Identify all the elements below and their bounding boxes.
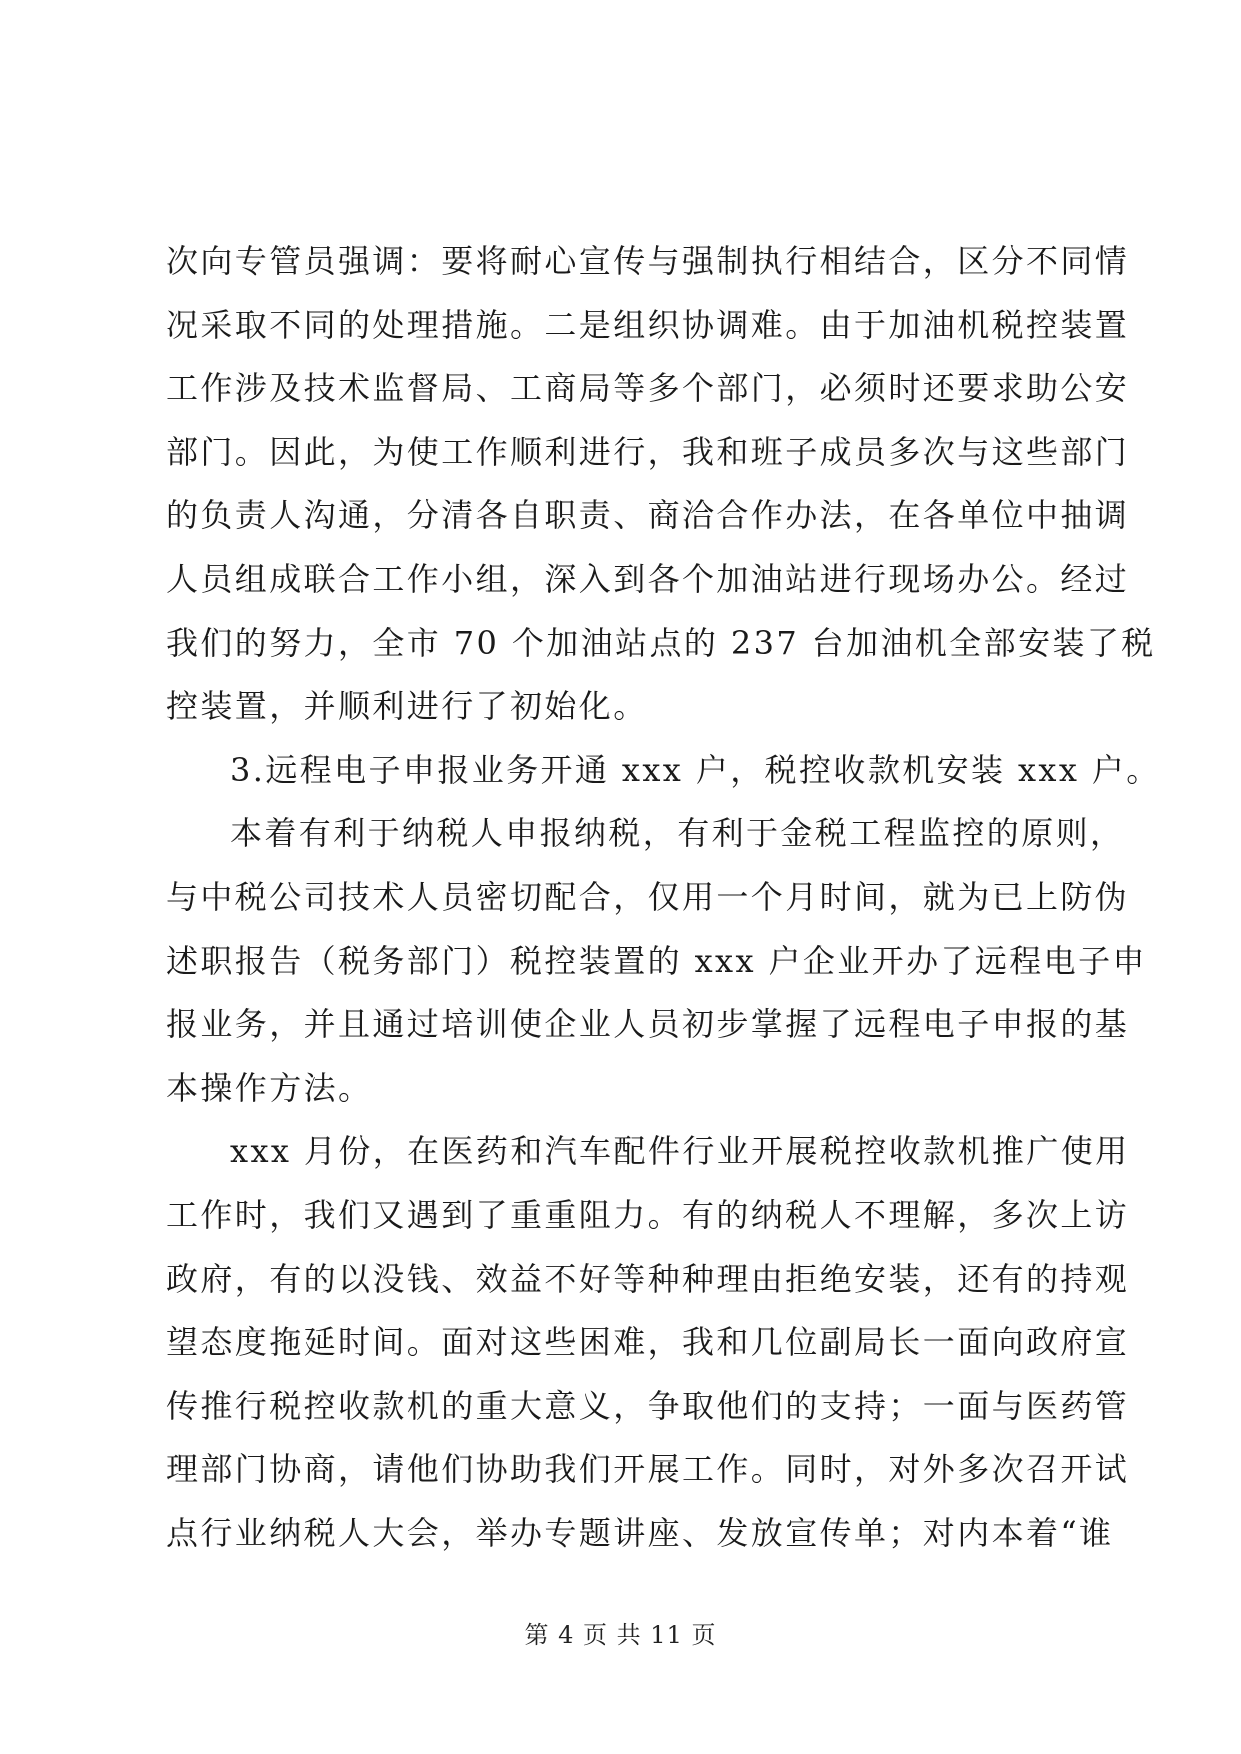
text-line: 况采取不同的处理措施。二是组织协调难。由于加油机税控装置: [166, 305, 1130, 344]
body-text: [166, 230, 1161, 1565]
text-line: 报业务，并且通过培训使企业人员初步掌握了远程电子申报的基: [166, 1005, 1130, 1044]
text-line: 次向专管员强调：要将耐心宣传与强制执行相结合，区分不同情: [166, 242, 1130, 280]
text-line: 3.远程电子申报业务开通 xxx 户，税控收款机安装 xxx 户。: [230, 750, 1161, 789]
text-line: xxx 月份，在医药和汽车配件行业开展税控收款机推广使用: [230, 1132, 1130, 1171]
text-line: 点行业纳税人大会，举办专题讲座、发放宣传单；对内本着“谁: [166, 1513, 1114, 1552]
text-line: 望态度拖延时间。面对这些困难，我和几位副局长一面向政府宣: [166, 1323, 1130, 1362]
text-line: 政府，有的以没钱、效益不好等种种理由拒绝安装，还有的持观: [166, 1259, 1130, 1298]
text-line: 本着有利于纳税人申报纳税，有利于金税工程监控的原则，: [230, 814, 1125, 853]
page-footer: 第 4 页 共 11 页: [524, 1621, 717, 1649]
text-line: 述职报告（税务部门）税控装置的 xxx 户企业开办了远程电子申: [166, 941, 1147, 980]
text-line: 控装置，并顺利进行了初始化。: [166, 687, 648, 726]
text-line: 理部门协商，请他们协助我们开展工作。同时，对外多次召开试: [166, 1450, 1130, 1489]
text-line: 与中税公司技术人员密切配合，仅用一个月时间，就为已上防伪: [166, 877, 1130, 916]
text-line: 本操作方法。: [166, 1068, 373, 1107]
text-line: 工作时，我们又遇到了重重阻力。有的纳税人不理解，多次上访: [166, 1195, 1130, 1234]
text-line: 传推行税控收款机的重大意义，争取他们的支持；一面与医药管: [166, 1386, 1130, 1425]
text-line: 我们的努力，全市 70 个加油站点的 237 台加油机全部安装了税: [166, 623, 1156, 662]
text-line: 人员组成联合工作小组，深入到各个加油站进行现场办公。经过: [166, 559, 1130, 598]
text-line: 的负责人沟通，分清各自职责、商洽合作办法，在各单位中抽调: [166, 496, 1130, 535]
text-line: 部门。因此，为使工作顺利进行，我和班子成员多次与这些部门: [166, 432, 1130, 471]
text-line: 工作涉及技术监督局、工商局等多个部门，必须时还要求助公安: [166, 369, 1130, 408]
